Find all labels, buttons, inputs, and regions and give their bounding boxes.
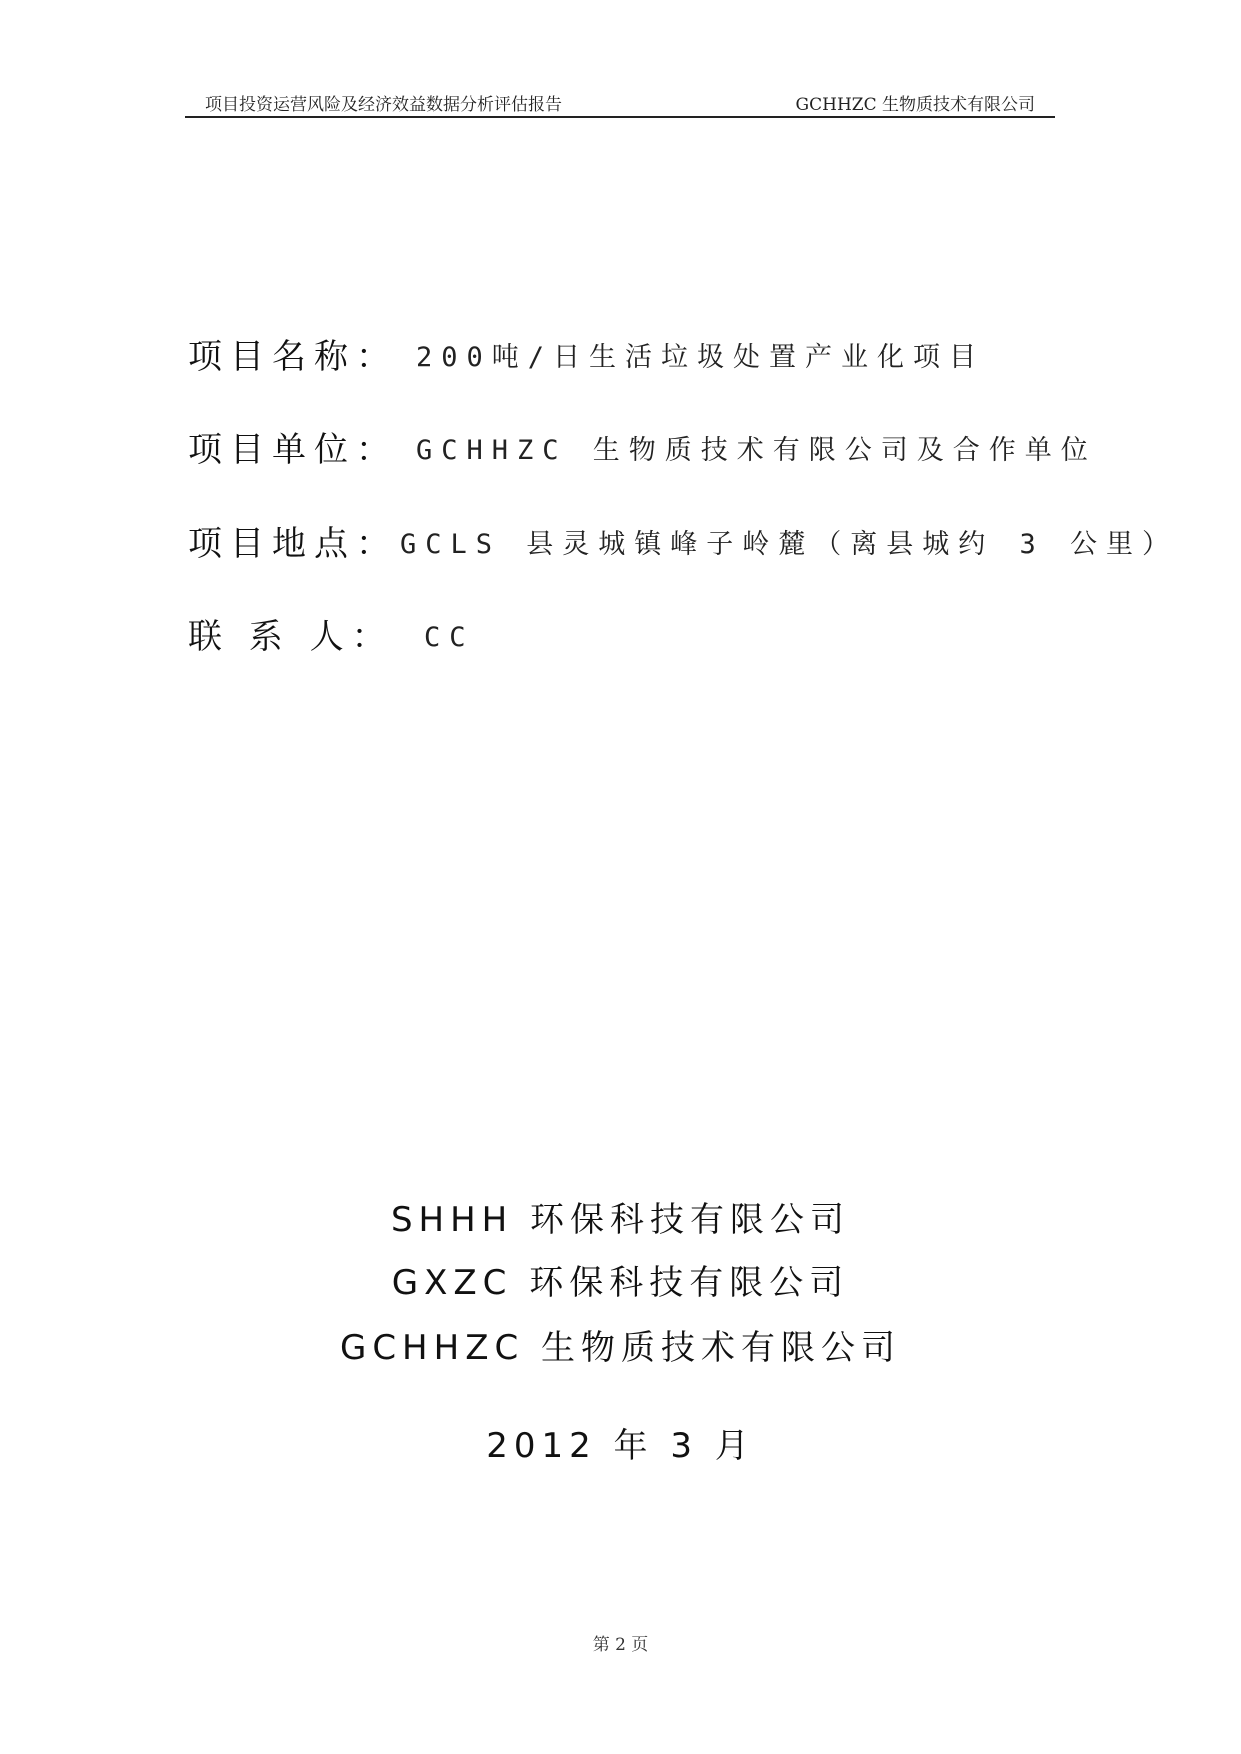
field-value-project-name: 200吨/日生活垃圾处置产业化项目 (416, 342, 986, 373)
header-company-name: GCHHZC 生物质技术有限公司 (795, 95, 1035, 115)
field-label-project-unit: 项目单位： (188, 430, 398, 470)
field-value-contact: CC (424, 622, 475, 653)
document-date: 2012 年 3 月 (486, 1426, 755, 1466)
page-header (185, 86, 1055, 118)
company-name-2: GXZC 环保科技有限公司 (391, 1263, 850, 1303)
field-value-project-unit: GCHHZC 生物质技术有限公司及合作单位 (416, 435, 1097, 466)
company-name-1: SHHH 环保科技有限公司 (390, 1200, 851, 1240)
field-value-project-location: GCLS 县灵城镇峰子岭麓（离县城约 3 公里） (400, 529, 1179, 560)
company-name-3: GCHHZC 生物质技术有限公司 (339, 1328, 902, 1368)
header-report-title: 项目投资运营风险及经济效益数据分析评估报告 (205, 95, 562, 115)
field-label-contact: 联 系 人： (188, 617, 394, 657)
field-label-project-location: 项目地点： (188, 524, 398, 564)
field-label-project-name: 项目名称： (188, 337, 398, 377)
page-number: 第 2 页 (592, 1635, 649, 1655)
